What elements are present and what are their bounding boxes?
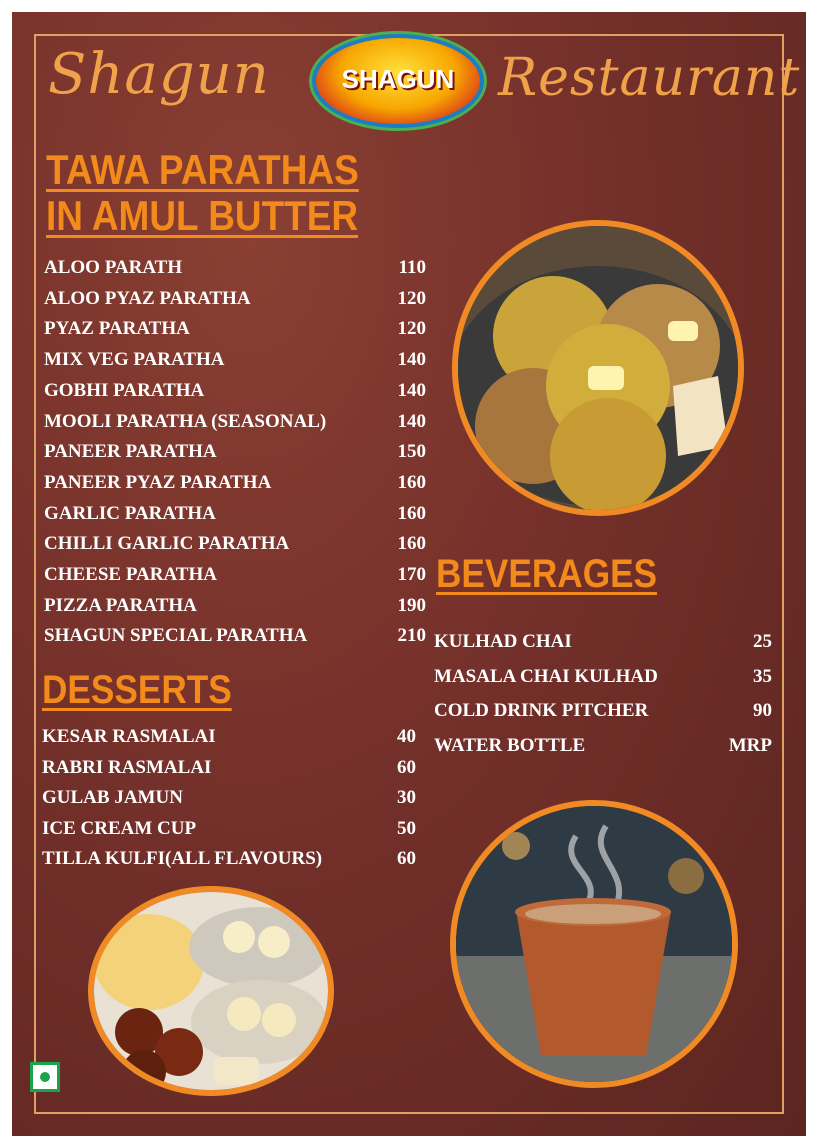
item-name: MIX VEG PARATHA xyxy=(44,349,225,371)
item-name: KESAR RASMALAI xyxy=(42,726,216,747)
item-name: PYAZ PARATHA xyxy=(44,318,190,340)
beverages-menu-item xyxy=(434,696,772,726)
item-name: PANEER PARATHA xyxy=(44,441,217,463)
item-price: 140 xyxy=(397,349,426,371)
item-name: WATER BOTTLE xyxy=(434,734,586,756)
item-price: 140 xyxy=(397,379,426,401)
item-price: 25 xyxy=(753,631,772,652)
logo-text: SHAGUN xyxy=(341,64,455,94)
beverages-menu-item xyxy=(434,731,772,761)
desserts-menu-item xyxy=(42,844,416,874)
parathas-menu-item xyxy=(44,591,426,621)
item-price: 210 xyxy=(397,625,426,647)
parathas-menu-item xyxy=(44,345,426,375)
chai-photo xyxy=(450,800,738,1088)
item-price: 60 xyxy=(397,756,416,778)
item-name: PANEER PYAZ PARATHA xyxy=(44,471,272,493)
item-name: ICE CREAM CUP xyxy=(42,817,197,839)
item-price: 90 xyxy=(753,700,772,721)
parathas-menu-item xyxy=(44,621,426,651)
item-name: ALOO PYAZ PARATHA xyxy=(44,287,251,309)
beverages-menu-item xyxy=(434,627,772,657)
item-name: GULAB JAMUN xyxy=(42,787,183,808)
parathas-menu-item xyxy=(44,376,426,406)
item-name: GOBHI PARATHA xyxy=(44,379,205,401)
desserts-menu-item xyxy=(42,814,416,844)
item-price: 160 xyxy=(397,471,426,493)
item-price: 160 xyxy=(397,502,426,524)
item-name: ALOO PARATH xyxy=(44,257,183,278)
item-name: MASALA CHAI KULHAD xyxy=(434,665,658,687)
item-name: COLD DRINK PITCHER xyxy=(434,700,649,721)
item-name: TILLA KULFI(ALL FLAVOURS) xyxy=(42,848,323,869)
parathas-menu-item xyxy=(44,437,426,467)
parathas-heading-line2: IN AMUL BUTTER xyxy=(46,192,359,239)
parathas-heading-line1: TAWA PARATHAS xyxy=(46,146,359,193)
beverages-heading: BEVERAGES xyxy=(436,552,658,596)
desserts-menu-item xyxy=(42,722,416,752)
item-price: MRP xyxy=(728,734,772,756)
header-script-right: Restaurant xyxy=(498,48,801,108)
desserts-heading: DESSERTS xyxy=(42,668,232,712)
parathas-menu-item xyxy=(44,529,426,559)
item-name: PIZZA PARATHA xyxy=(44,594,197,616)
item-name: SHAGUN SPECIAL PARATHA xyxy=(44,625,308,647)
parathas-menu-item xyxy=(44,314,426,344)
header-script-left: Shagun xyxy=(48,42,270,107)
shagun-logo xyxy=(316,38,480,124)
item-name: RABRI RASMALAI xyxy=(42,756,212,778)
item-price: 140 xyxy=(397,410,426,432)
item-price: 160 xyxy=(397,533,426,555)
parathas-menu-item xyxy=(44,284,426,314)
parathas-menu-item xyxy=(44,407,426,437)
item-price: 50 xyxy=(397,817,416,839)
item-price: 35 xyxy=(753,665,772,687)
item-name: CHILLI GARLIC PARATHA xyxy=(44,533,290,555)
item-price: 40 xyxy=(397,726,416,747)
desserts-menu-item xyxy=(42,783,416,813)
parathas-menu-item xyxy=(44,468,426,498)
item-price: 190 xyxy=(397,594,426,616)
parathas-menu-item xyxy=(44,499,426,529)
parathas-menu-item xyxy=(44,253,426,283)
veg-symbol-icon xyxy=(30,1062,60,1092)
parathas-menu-item xyxy=(44,560,426,590)
paratha-photo xyxy=(452,220,744,516)
item-name: CHEESE PARATHA xyxy=(44,564,217,585)
item-name: MOOLI PARATHA (SEASONAL) xyxy=(44,410,327,432)
item-price: 150 xyxy=(397,441,426,463)
item-name: GARLIC PARATHA xyxy=(44,502,216,524)
item-price: 120 xyxy=(397,287,426,309)
item-price: 170 xyxy=(397,564,426,585)
desserts-photo xyxy=(88,886,334,1096)
item-price: 30 xyxy=(397,787,416,808)
item-price: 120 xyxy=(397,318,426,340)
desserts-menu-item xyxy=(42,753,416,783)
item-price: 60 xyxy=(397,848,416,869)
item-name: KULHAD CHAI xyxy=(434,631,572,652)
beverages-menu-item xyxy=(434,662,772,692)
item-price: 110 xyxy=(398,257,426,278)
